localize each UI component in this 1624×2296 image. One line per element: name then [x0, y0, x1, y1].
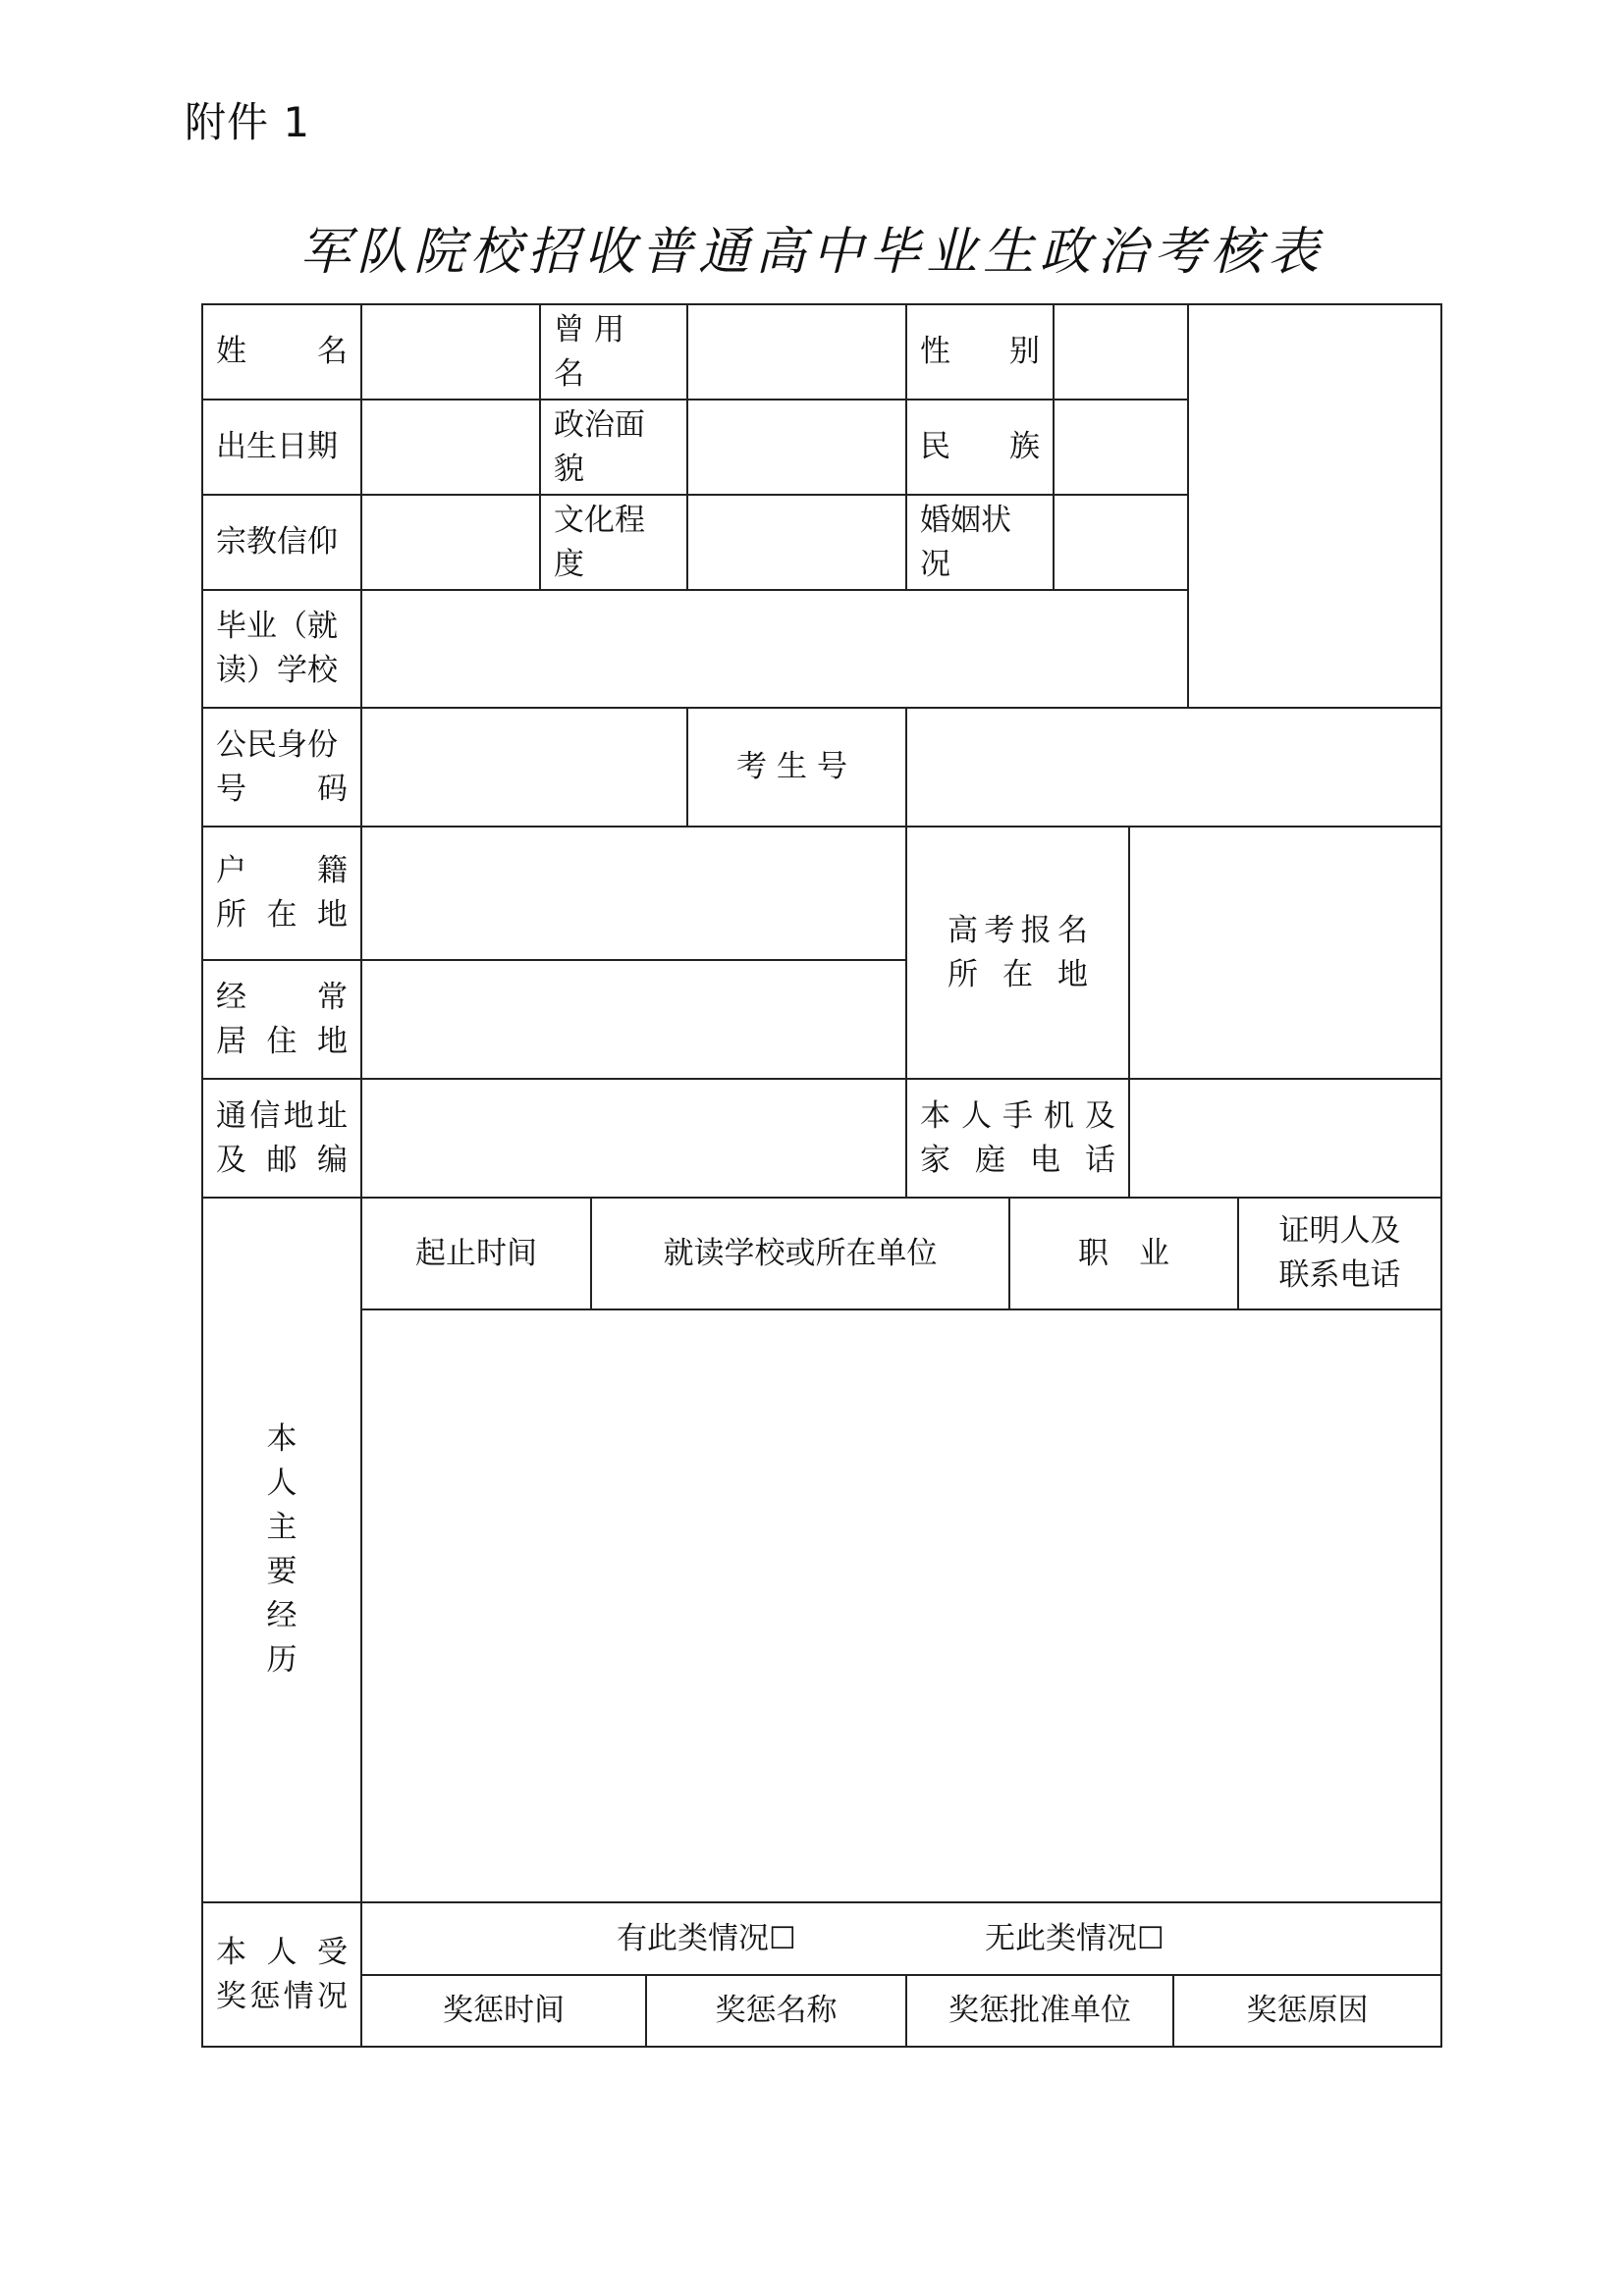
label-school	[202, 590, 361, 708]
col-reward-name: 奖惩名称	[715, 1993, 838, 2029]
col-reward-unit: 奖惩批准单位	[948, 1993, 1131, 2029]
label-id-number	[202, 708, 361, 827]
col-school-unit: 就读学校或所在单位	[663, 1235, 938, 1271]
label-name-part2: 名	[317, 334, 348, 370]
label-gender-part2: 别	[1009, 334, 1040, 370]
label-phone-line2: 家庭电话	[920, 1142, 1115, 1178]
col-reward-time: 奖惩时间	[443, 1993, 565, 2029]
label-mailing-line1: 通信地址	[216, 1097, 348, 1134]
id-number-field[interactable]	[361, 708, 687, 827]
political-status-field[interactable]	[687, 400, 906, 495]
col-occupation: 职 业	[1078, 1235, 1169, 1271]
col-reward-reason: 奖惩原因	[1246, 1993, 1369, 2029]
label-id-line2: 号码	[216, 771, 348, 807]
label-religion: 宗教信仰	[216, 524, 338, 561]
label-former-name: 曾用名	[554, 311, 634, 392]
label-rewards-line1: 本人受	[216, 1934, 348, 1970]
label-residence-line1: 经常	[216, 979, 348, 1015]
name-field[interactable]	[361, 304, 540, 400]
no-case-checkbox[interactable]: 无此类情况☐	[985, 1920, 1164, 1956]
household-field[interactable]	[361, 827, 906, 960]
col-witness-line1: 证明人及	[1278, 1213, 1401, 1250]
label-experience-char: 主	[266, 1510, 298, 1545]
form-title: 军队院校招收普通高中毕业生政治考核表	[298, 223, 1325, 282]
label-school-line1: 毕业（就	[216, 609, 338, 645]
label-gender-part1: 性	[920, 334, 950, 370]
has-case-checkbox[interactable]: 有此类情况☐	[617, 1920, 796, 1956]
attachment-label: 附件 1	[185, 98, 311, 146]
label-education: 文化程度	[554, 502, 645, 582]
marital-status-field[interactable]	[1054, 495, 1188, 590]
education-field[interactable]	[687, 495, 906, 590]
former-name-field[interactable]	[687, 304, 906, 400]
label-experience-char: 本	[266, 1421, 298, 1457]
label-household	[202, 827, 361, 960]
label-experience	[202, 1198, 361, 1902]
label-id-line1: 公民身份	[216, 726, 338, 763]
col-witness-line2: 联系电话	[1278, 1257, 1401, 1293]
label-political-status: 政治面貌	[554, 406, 645, 487]
label-school-line2: 读）学校	[216, 653, 338, 688]
label-phone	[906, 1079, 1129, 1198]
label-residence-line2: 居住地	[216, 1023, 348, 1059]
label-experience-char: 经	[266, 1598, 298, 1633]
label-experience-char: 历	[266, 1642, 298, 1678]
label-ethnicity-part2: 族	[1009, 429, 1040, 465]
label-name-part1: 姓	[216, 334, 246, 370]
label-ethnicity-part1: 民	[920, 429, 950, 465]
phone-field[interactable]	[1129, 1079, 1441, 1198]
label-rewards	[202, 1902, 361, 2047]
col-witness	[1238, 1198, 1441, 1309]
col-period: 起止时间	[415, 1235, 537, 1271]
label-exam-number: 考生号	[736, 749, 857, 785]
religion-field[interactable]	[361, 495, 540, 590]
ethnicity-field[interactable]	[1054, 400, 1188, 495]
birth-date-field[interactable]	[361, 400, 540, 495]
label-exam-location-line1: 高考报名	[947, 912, 1088, 948]
label-experience-char: 人	[266, 1466, 298, 1501]
label-birth-date: 出生日期	[216, 429, 338, 465]
school-field[interactable]	[361, 590, 1188, 708]
label-exam-location-line2: 所在地	[947, 956, 1088, 992]
residence-field[interactable]	[361, 960, 906, 1079]
experience-content-area[interactable]	[361, 1309, 1441, 1902]
label-gender	[906, 304, 1054, 400]
exam-location-field[interactable]	[1129, 827, 1441, 1079]
label-name	[202, 304, 361, 400]
label-household-line2: 所在地	[216, 897, 348, 933]
photo-area[interactable]	[1188, 304, 1441, 708]
label-mailing	[202, 1079, 361, 1198]
label-experience-char: 要	[266, 1554, 298, 1589]
mailing-field[interactable]	[361, 1079, 906, 1198]
label-household-line1: 户籍	[216, 853, 348, 889]
label-marital-status: 婚姻状况	[920, 502, 1011, 582]
label-rewards-line2: 奖惩情况	[216, 1978, 348, 2014]
label-exam-location	[906, 827, 1129, 1079]
gender-field[interactable]	[1054, 304, 1188, 400]
label-phone-line1: 本人手机及	[920, 1097, 1115, 1134]
label-mailing-line2: 及邮编	[216, 1142, 348, 1178]
label-ethnicity	[906, 400, 1054, 495]
label-residence	[202, 960, 361, 1079]
exam-number-field[interactable]	[906, 708, 1441, 827]
